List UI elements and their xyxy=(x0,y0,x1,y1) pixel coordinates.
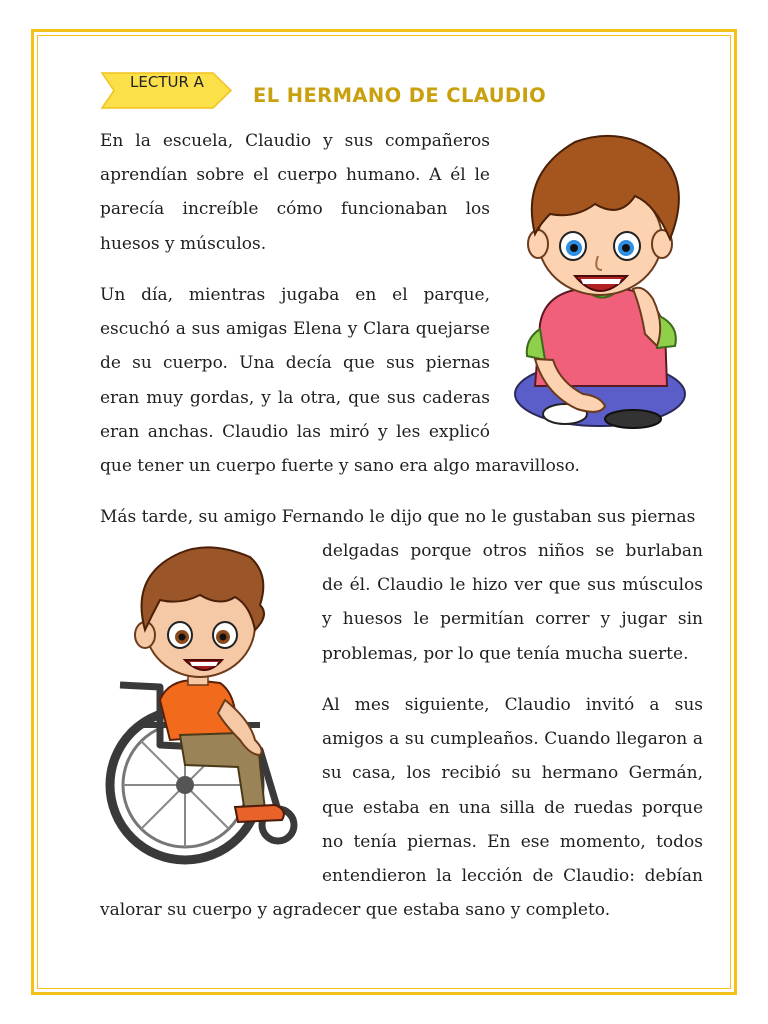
text-line: aprendían sobre el cuerpo humano. A él le xyxy=(100,165,490,186)
text-line: que estaba en una silla de ruedas porque xyxy=(322,797,703,818)
text-line: valorar su cuerpo y agradecer que estaba sano y completo. xyxy=(100,900,611,920)
text-line: de su cuerpo. Una decía que sus piernas xyxy=(100,353,490,374)
text-line: Un día, mientras jugaba en el parque, xyxy=(100,285,490,305)
text-line: de él. Claudio le hizo ver que sus músculos xyxy=(322,575,703,596)
text-line: delgadas porque otros niños se burlaban xyxy=(322,541,703,561)
text-line: huesos y músculos. xyxy=(100,233,267,254)
reading-tag xyxy=(100,72,233,109)
text-line: eran anchas. Claudio las miró y les explicó xyxy=(100,421,490,442)
text-line: En la escuela, Claudio y sus compañeros xyxy=(100,131,490,151)
text-line: y huesos le permitían correr y jugar sin xyxy=(322,609,703,630)
text-line: problemas, por lo que tenía mucha suerte. xyxy=(322,643,689,664)
text-line: su casa, los recibió su hermano Germán, xyxy=(322,763,703,784)
paragraph-2 xyxy=(100,278,580,483)
paragraph-4-last-line xyxy=(100,893,703,927)
text-line: escuchó a sus amigas Elena y Clara quejarse xyxy=(100,319,490,340)
text-line: Al mes siguiente, Claudio invitó a sus xyxy=(322,695,703,715)
text-line: amigos a su cumpleaños. Cuando llegaron a xyxy=(322,729,703,750)
wheelchair-boy-illustration xyxy=(100,535,310,875)
tag-label: LECTUR A xyxy=(130,73,204,91)
paragraph-1 xyxy=(100,124,490,261)
text-line: no tenía piernas. En ese momento, todos xyxy=(322,831,703,852)
text-line: parecía increíble cómo funcionaban los xyxy=(100,199,490,220)
sitting-boy-illustration xyxy=(505,124,695,436)
paragraph-3-line-1 xyxy=(100,500,703,534)
page-title: EL HERMANO DE CLAUDIO xyxy=(253,84,547,107)
paragraph-3 xyxy=(322,534,703,671)
paragraph-4 xyxy=(322,688,703,893)
text-line: eran muy gordas, y la otra, que sus caderas xyxy=(100,387,490,408)
text-line: Más tarde, su amigo Fernando le dijo que no le gustaban sus piernas xyxy=(100,507,696,527)
text-line: que tener un cuerpo fuerte y sano era algo maravilloso. xyxy=(100,456,580,477)
text-line: entendieron la lección de Claudio: debían xyxy=(322,866,703,887)
